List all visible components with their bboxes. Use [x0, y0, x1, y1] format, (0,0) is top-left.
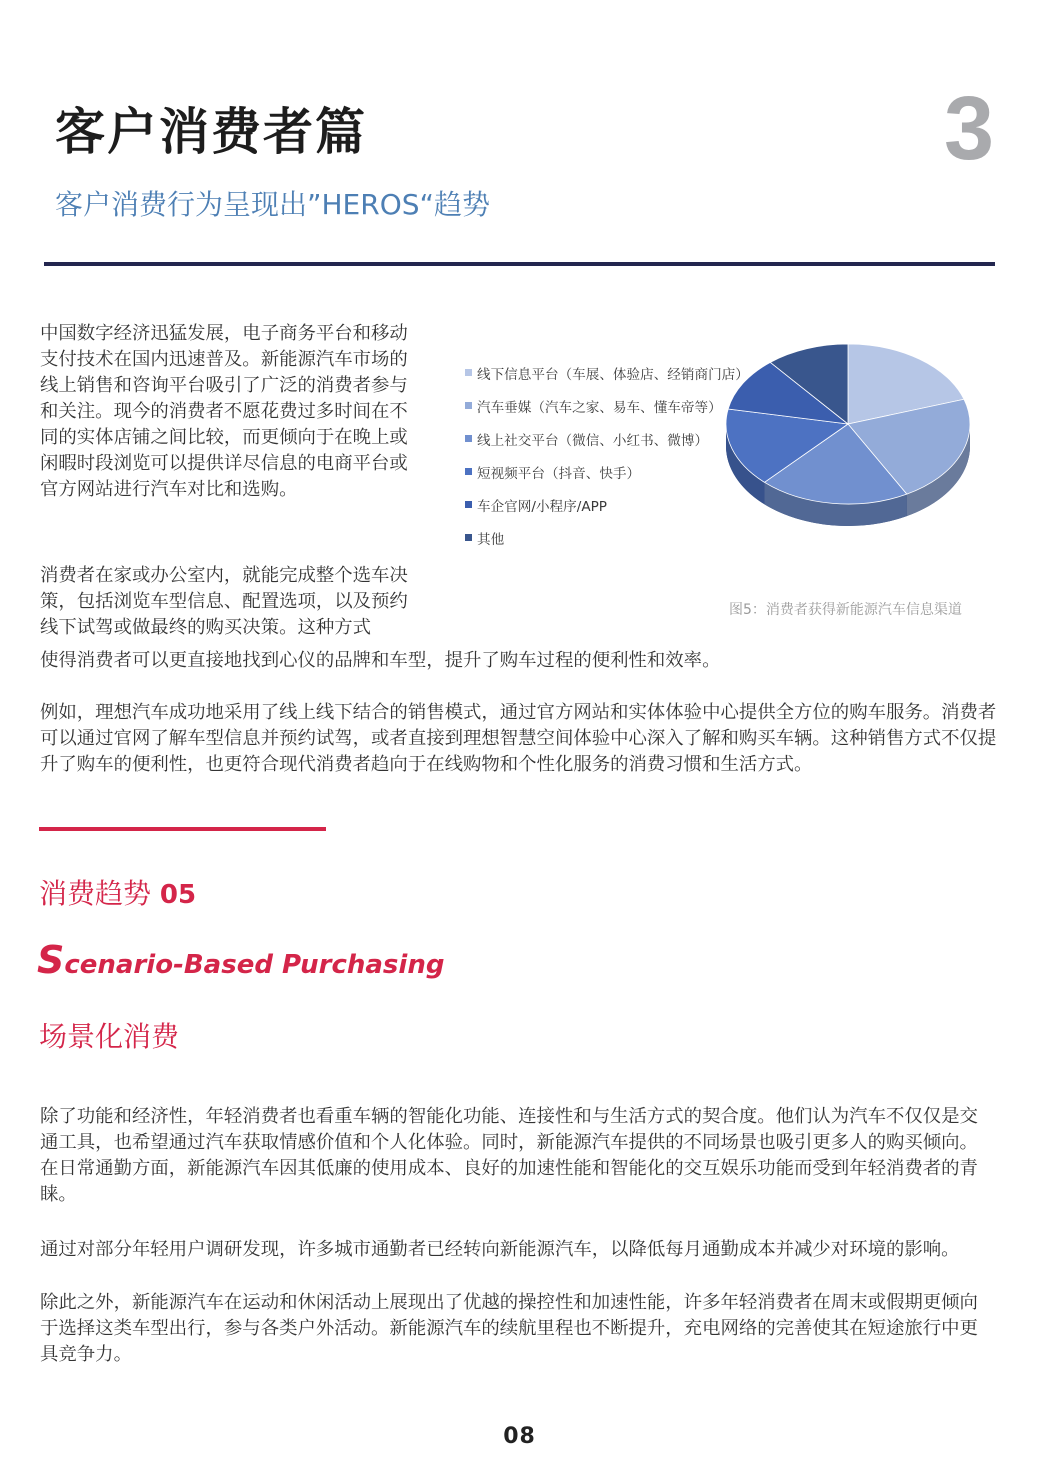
- body-paragraph: 除此之外，新能源汽车在运动和休闲活动上展现出了优越的操控性和加速性能，许多年轻消费者在周末或假期更倾向于选择这类车型出行，参与各类户外活动。新能源汽车的续航里程也不断提升，充电网络的完善使其在短途旅行中更具竞争力。: [40, 1292, 978, 1365]
- body-paragraph: 通过对部分年轻用户调研发现，许多城市通勤者已经转向新能源汽车，以降低每月通勤成本并减少对环境的影响。: [40, 1239, 960, 1260]
- trend-heading: [39, 872, 196, 912]
- trend-number: 05: [159, 880, 197, 910]
- chart-legend: [465, 356, 755, 554]
- section-title: 场景化消费: [39, 1020, 180, 1053]
- legend-swatch: [465, 435, 472, 442]
- chart-caption: 图5：消费者获得新能源汽车信息渠道: [729, 602, 962, 618]
- legend-swatch: [465, 369, 472, 376]
- legend-label: 汽车垂媒（汽车之家、易车、懂车帝等）: [477, 399, 722, 416]
- legend-label: 其他: [477, 531, 505, 548]
- header-divider: [44, 262, 995, 266]
- english-title-initial: S: [37, 938, 65, 982]
- english-title: [37, 938, 444, 982]
- pie-chart: [720, 336, 980, 556]
- page-number: 08: [503, 1424, 536, 1449]
- body-paragraph: 例如，理想汽车成功地采用了线上线下结合的销售模式，通过官方网站和实体体验中心提供全方位的购车服务。消费者可以通过官网了解车型信息并预约试驾，或者直接到理想智慧空间体验中心深入了解和购买车辆。这种销售方式不仅提升了购车的便利性，也更符合现代消费者趋向于在线购物和个性化服务的消费习惯和生活方式。: [40, 702, 997, 775]
- body-paragraph: 使得消费者可以更直接地找到心仪的品牌和车型，提升了购车过程的便利性和效率。: [40, 650, 721, 671]
- legend-swatch: [465, 468, 472, 475]
- legend-swatch: [465, 534, 472, 541]
- legend-item: [465, 389, 755, 422]
- body-paragraph: 除了功能和经济性，年轻消费者也看重车辆的智能化功能、连接性和与生活方式的契合度。他们认为汽车不仅仅是交通工具，也希望通过汽车获取情感价值和个人化体验。同时，新能源汽车提供的不同场景也吸引更多人的购买倾向。在日常通勤方面，新能源汽车因其低廉的使用成本、良好的加速性能和智能化的交互娱乐功能而受到年轻消费者的青睐。: [40, 1106, 978, 1205]
- body-paragraph: 消费者在家或办公室内，就能完成整个选车决策，包括浏览车型信息、配置选项，以及预约线下试驾或做最终的购买决策。这种方式: [40, 565, 408, 638]
- section-divider: [39, 827, 326, 831]
- english-title-rest: cenario-Based Purchasing: [64, 950, 445, 980]
- legend-label: 车企官网/小程序/APP: [477, 498, 608, 515]
- legend-label: 线下信息平台（车展、体验店、经销商门店）: [477, 366, 749, 383]
- legend-item: [465, 488, 755, 521]
- legend-swatch: [465, 402, 472, 409]
- legend-item: [465, 521, 755, 554]
- legend-item: [465, 356, 755, 389]
- legend-item: [465, 455, 755, 488]
- legend-label: 短视频平台（抖音、快手）: [477, 465, 641, 482]
- page-subtitle: 客户消费行为呈现出”HEROS“趋势: [55, 188, 491, 221]
- chapter-number: 3: [944, 79, 995, 179]
- body-paragraph: 中国数字经济迅猛发展，电子商务平台和移动支付技术在国内迅速普及。新能源汽车市场的线上销售和咨询平台吸引了广泛的消费者参与和关注。现今的消费者不愿花费过多时间在不同的实体店铺之间比较，而更倾向于在晚上或闲暇时段浏览可以提供详尽信息的电商平台或官方网站进行汽车对比和选购。: [40, 323, 408, 500]
- legend-label: 线上社交平台（微信、小红书、微博）: [477, 432, 709, 449]
- legend-item: [465, 422, 755, 455]
- page-title: 客户消费者篇: [55, 103, 367, 161]
- trend-label: 消费趋势: [39, 877, 152, 910]
- legend-swatch: [465, 501, 472, 508]
